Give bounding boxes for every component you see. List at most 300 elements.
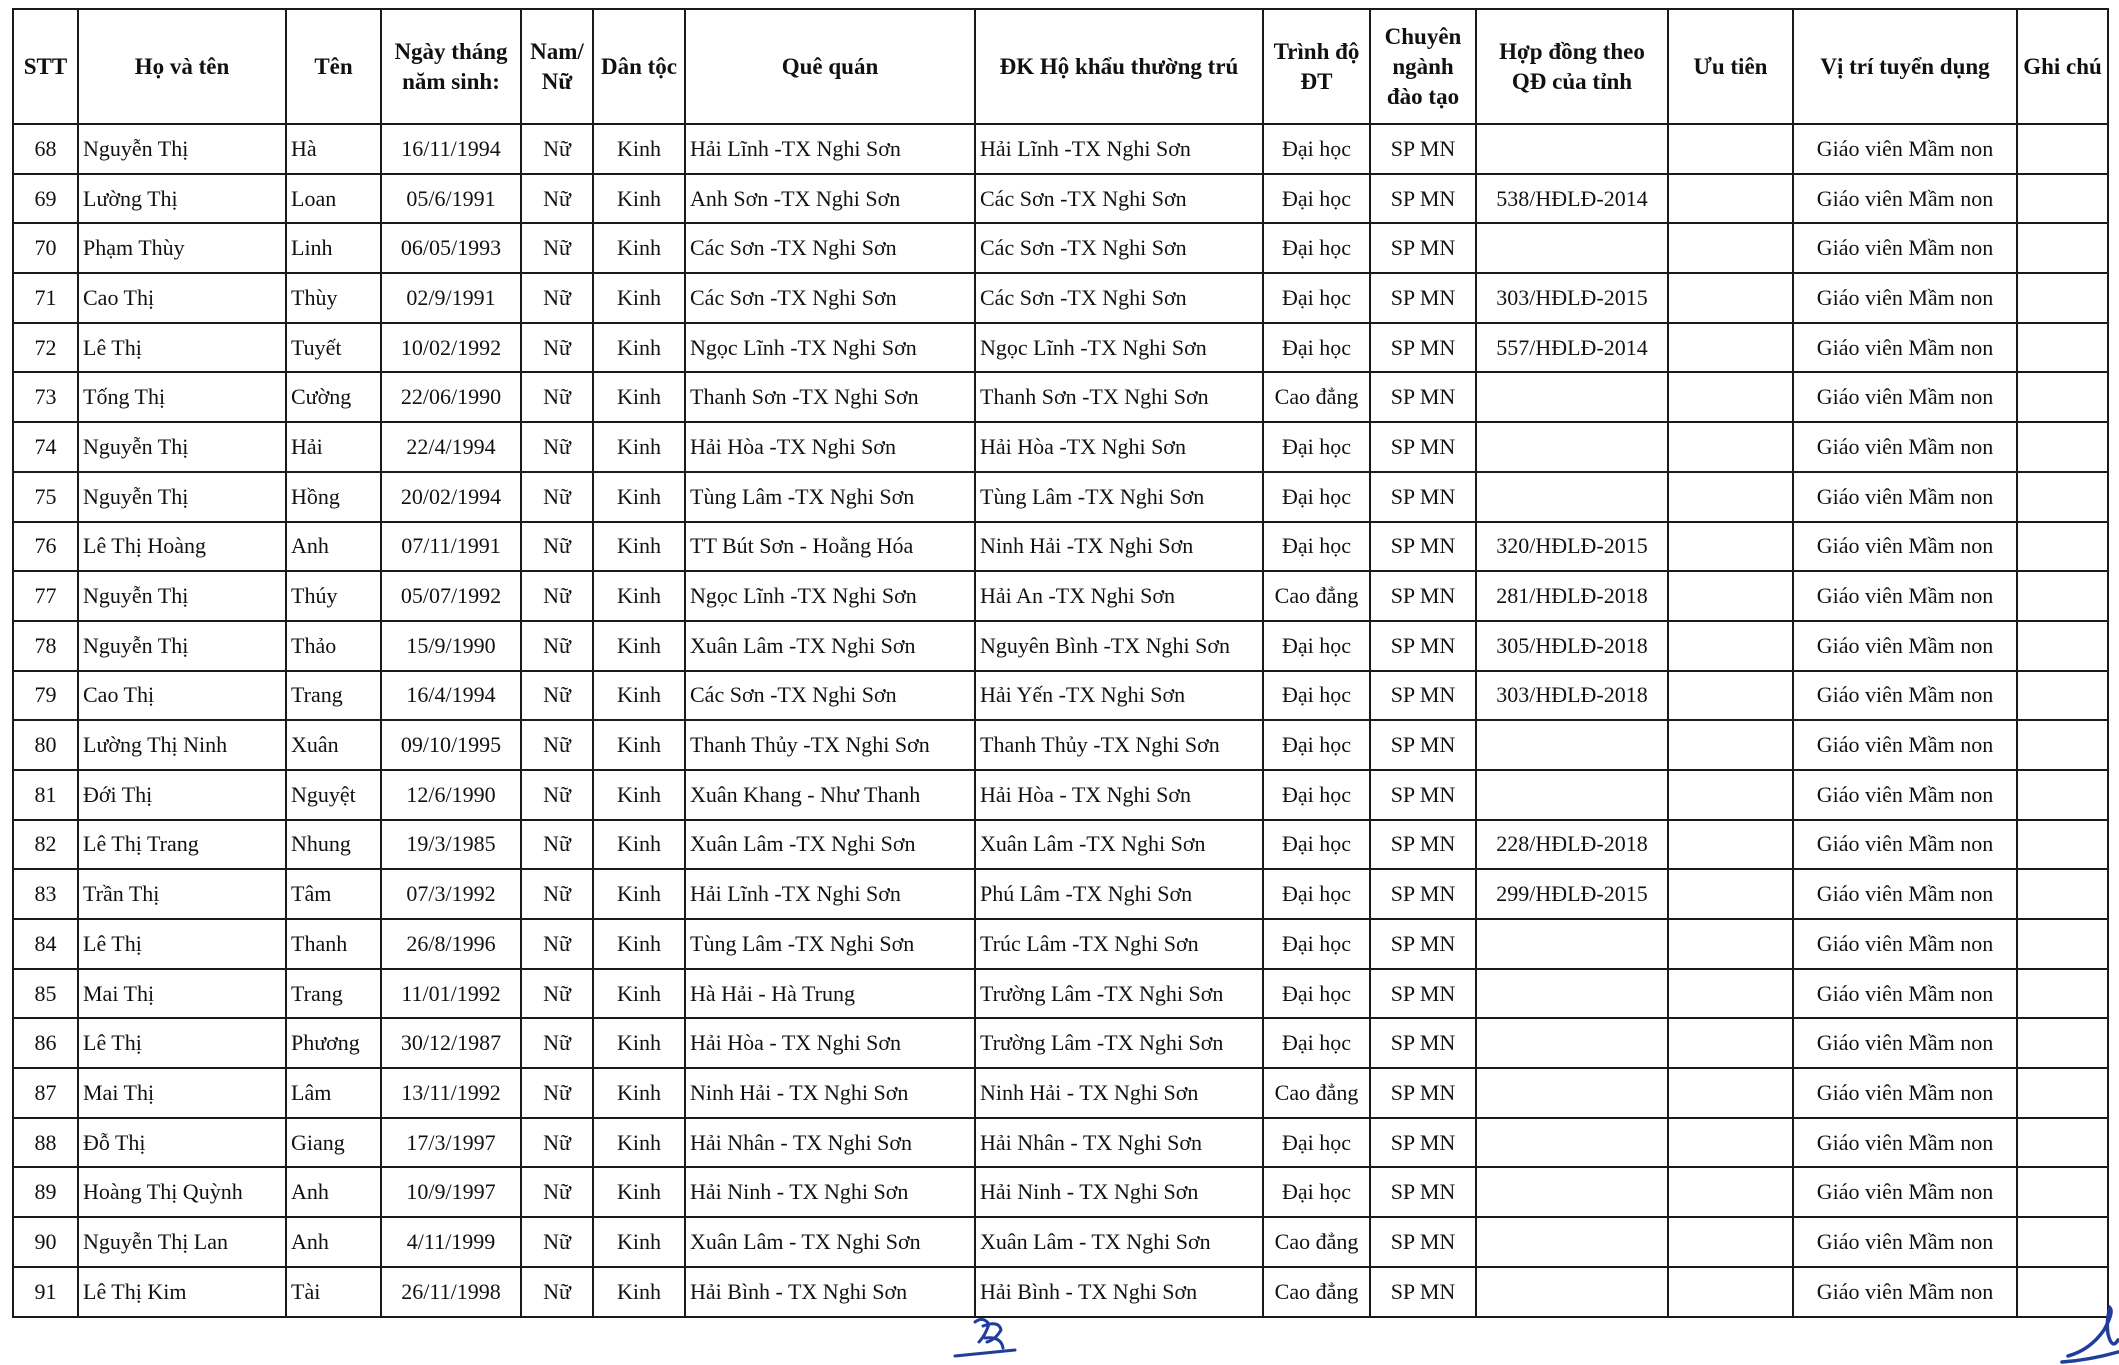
table-row: [13, 124, 2108, 174]
cell-note: [2017, 571, 2108, 621]
cell-stt: 89: [13, 1167, 78, 1217]
cell-residence: Thanh Thủy -TX Nghi Sơn: [975, 720, 1263, 770]
cell-gender: Nữ: [521, 522, 593, 572]
cell-note: [2017, 671, 2108, 721]
cell-contract: [1476, 124, 1668, 174]
cell-major: SP MN: [1370, 919, 1476, 969]
cell-position: Giáo viên Mầm non: [1793, 522, 2017, 572]
header-residence: ĐK Hộ khẩu thường trú: [975, 9, 1263, 124]
cell-priority: [1668, 372, 1793, 422]
cell-gender: Nữ: [521, 820, 593, 870]
cell-given-name: Tài: [286, 1267, 381, 1317]
cell-priority: [1668, 1068, 1793, 1118]
cell-birth-date: 22/06/1990: [381, 372, 521, 422]
cell-hometown: Hải Ninh - TX Nghi Sơn: [685, 1167, 975, 1217]
table-row: [13, 372, 2108, 422]
cell-birth-date: 09/10/1995: [381, 720, 521, 770]
cell-stt: 78: [13, 621, 78, 671]
cell-priority: [1668, 671, 1793, 721]
cell-education-level: Đại học: [1263, 969, 1370, 1019]
cell-ethnicity: Kinh: [593, 770, 685, 820]
cell-position: Giáo viên Mầm non: [1793, 472, 2017, 522]
cell-major: SP MN: [1370, 1167, 1476, 1217]
cell-contract: 320/HĐLĐ-2015: [1476, 522, 1668, 572]
cell-major: SP MN: [1370, 1118, 1476, 1168]
cell-major: SP MN: [1370, 820, 1476, 870]
cell-gender: Nữ: [521, 1018, 593, 1068]
cell-priority: [1668, 422, 1793, 472]
cell-birth-date: 07/11/1991: [381, 522, 521, 572]
cell-ethnicity: Kinh: [593, 174, 685, 224]
cell-position: Giáo viên Mầm non: [1793, 1018, 2017, 1068]
cell-residence: Xuân Lâm - TX Nghi Sơn: [975, 1217, 1263, 1267]
cell-contract: [1476, 720, 1668, 770]
cell-given-name: Cường: [286, 372, 381, 422]
cell-gender: Nữ: [521, 869, 593, 919]
cell-note: [2017, 472, 2108, 522]
cell-birth-date: 19/3/1985: [381, 820, 521, 870]
cell-position: Giáo viên Mầm non: [1793, 323, 2017, 373]
cell-major: SP MN: [1370, 671, 1476, 721]
cell-stt: 81: [13, 770, 78, 820]
cell-birth-date: 15/9/1990: [381, 621, 521, 671]
cell-position: Giáo viên Mầm non: [1793, 571, 2017, 621]
cell-full-name: Lê Thị Hoàng: [78, 522, 286, 572]
cell-gender: Nữ: [521, 969, 593, 1019]
cell-full-name: Lê Thị: [78, 1018, 286, 1068]
cell-ethnicity: Kinh: [593, 671, 685, 721]
cell-birth-date: 05/6/1991: [381, 174, 521, 224]
cell-hometown: Anh Sơn -TX Nghi Sơn: [685, 174, 975, 224]
cell-birth-date: 02/9/1991: [381, 273, 521, 323]
cell-education-level: Đại học: [1263, 720, 1370, 770]
cell-residence: Hải Hòa - TX Nghi Sơn: [975, 770, 1263, 820]
cell-hometown: Hải Hòa - TX Nghi Sơn: [685, 1018, 975, 1068]
cell-ethnicity: Kinh: [593, 273, 685, 323]
cell-birth-date: 26/11/1998: [381, 1267, 521, 1317]
cell-gender: Nữ: [521, 372, 593, 422]
cell-given-name: Thúy: [286, 571, 381, 621]
cell-hometown: TT Bút Sơn - Hoằng Hóa: [685, 522, 975, 572]
cell-given-name: Trang: [286, 671, 381, 721]
cell-gender: Nữ: [521, 720, 593, 770]
cell-ethnicity: Kinh: [593, 1267, 685, 1317]
cell-education-level: Đại học: [1263, 472, 1370, 522]
cell-contract: [1476, 223, 1668, 273]
cell-full-name: Cao Thị: [78, 273, 286, 323]
cell-hometown: Ngọc Lĩnh -TX Nghi Sơn: [685, 323, 975, 373]
table-row: [13, 223, 2108, 273]
cell-hometown: Tùng Lâm -TX Nghi Sơn: [685, 472, 975, 522]
cell-priority: [1668, 1118, 1793, 1168]
cell-contract: [1476, 919, 1668, 969]
table-row: [13, 174, 2108, 224]
cell-priority: [1668, 1167, 1793, 1217]
cell-stt: 83: [13, 869, 78, 919]
cell-priority: [1668, 174, 1793, 224]
table-row: [13, 969, 2108, 1019]
table-row: [13, 770, 2108, 820]
cell-gender: Nữ: [521, 1167, 593, 1217]
cell-full-name: Lê Thị Trang: [78, 820, 286, 870]
table-row: [13, 522, 2108, 572]
cell-residence: Trúc Lâm -TX Nghi Sơn: [975, 919, 1263, 969]
cell-major: SP MN: [1370, 1068, 1476, 1118]
cell-ethnicity: Kinh: [593, 1068, 685, 1118]
cell-education-level: Đại học: [1263, 223, 1370, 273]
cell-birth-date: 12/6/1990: [381, 770, 521, 820]
cell-priority: [1668, 273, 1793, 323]
header-row: [13, 9, 2108, 124]
cell-contract: 557/HĐLĐ-2014: [1476, 323, 1668, 373]
cell-hometown: Hải Hòa -TX Nghi Sơn: [685, 422, 975, 472]
cell-note: [2017, 1217, 2108, 1267]
cell-major: SP MN: [1370, 621, 1476, 671]
cell-gender: Nữ: [521, 571, 593, 621]
cell-major: SP MN: [1370, 372, 1476, 422]
cell-stt: 90: [13, 1217, 78, 1267]
cell-major: SP MN: [1370, 472, 1476, 522]
table-row: [13, 1018, 2108, 1068]
cell-note: [2017, 124, 2108, 174]
cell-given-name: Linh: [286, 223, 381, 273]
cell-priority: [1668, 223, 1793, 273]
cell-position: Giáo viên Mầm non: [1793, 124, 2017, 174]
cell-contract: 299/HĐLĐ-2015: [1476, 869, 1668, 919]
cell-position: Giáo viên Mầm non: [1793, 422, 2017, 472]
cell-note: [2017, 621, 2108, 671]
cell-education-level: Cao đẳng: [1263, 1267, 1370, 1317]
cell-residence: Xuân Lâm -TX Nghi Sơn: [975, 820, 1263, 870]
cell-ethnicity: Kinh: [593, 472, 685, 522]
cell-position: Giáo viên Mầm non: [1793, 1167, 2017, 1217]
cell-gender: Nữ: [521, 919, 593, 969]
header-note: Ghi chú: [2017, 9, 2108, 124]
cell-given-name: Anh: [286, 1167, 381, 1217]
cell-education-level: Đại học: [1263, 174, 1370, 224]
cell-birth-date: 05/07/1992: [381, 571, 521, 621]
cell-hometown: Thanh Sơn -TX Nghi Sơn: [685, 372, 975, 422]
cell-birth-date: 16/4/1994: [381, 671, 521, 721]
cell-position: Giáo viên Mầm non: [1793, 372, 2017, 422]
cell-position: Giáo viên Mầm non: [1793, 770, 2017, 820]
table-row: [13, 720, 2108, 770]
cell-ethnicity: Kinh: [593, 223, 685, 273]
cell-full-name: Phạm Thùy: [78, 223, 286, 273]
cell-given-name: Loan: [286, 174, 381, 224]
corner-signature-mark: [2060, 1290, 2119, 1365]
cell-full-name: Lê Thị: [78, 919, 286, 969]
cell-residence: Thanh Sơn -TX Nghi Sơn: [975, 372, 1263, 422]
cell-contract: 538/HĐLĐ-2014: [1476, 174, 1668, 224]
cell-stt: 82: [13, 820, 78, 870]
cell-ethnicity: Kinh: [593, 1118, 685, 1168]
cell-education-level: Đại học: [1263, 1018, 1370, 1068]
cell-gender: Nữ: [521, 1068, 593, 1118]
cell-priority: [1668, 919, 1793, 969]
cell-gender: Nữ: [521, 124, 593, 174]
cell-ethnicity: Kinh: [593, 969, 685, 1019]
cell-birth-date: 06/05/1993: [381, 223, 521, 273]
header-contract: Hợp đồng theo QĐ của tỉnh: [1476, 9, 1668, 124]
cell-major: SP MN: [1370, 273, 1476, 323]
cell-gender: Nữ: [521, 770, 593, 820]
cell-contract: [1476, 1068, 1668, 1118]
cell-position: Giáo viên Mầm non: [1793, 1217, 2017, 1267]
table-row: [13, 1118, 2108, 1168]
cell-residence: Hải Yến -TX Nghi Sơn: [975, 671, 1263, 721]
cell-priority: [1668, 472, 1793, 522]
cell-full-name: Nguyễn Thị: [78, 422, 286, 472]
cell-gender: Nữ: [521, 273, 593, 323]
cell-priority: [1668, 869, 1793, 919]
cell-residence: Hải Hòa -TX Nghi Sơn: [975, 422, 1263, 472]
cell-hometown: Ngọc Lĩnh -TX Nghi Sơn: [685, 571, 975, 621]
cell-given-name: Phương: [286, 1018, 381, 1068]
cell-hometown: Hải Nhân - TX Nghi Sơn: [685, 1118, 975, 1168]
header-education-level: Trình độ ĐT: [1263, 9, 1370, 124]
cell-ethnicity: Kinh: [593, 820, 685, 870]
cell-stt: 84: [13, 919, 78, 969]
cell-full-name: Đỗ Thị: [78, 1118, 286, 1168]
cell-education-level: Cao đẳng: [1263, 1217, 1370, 1267]
cell-residence: Trường Lâm -TX Nghi Sơn: [975, 1018, 1263, 1068]
cell-priority: [1668, 323, 1793, 373]
cell-education-level: Đại học: [1263, 522, 1370, 572]
cell-contract: [1476, 770, 1668, 820]
cell-residence: Các Sơn -TX Nghi Sơn: [975, 223, 1263, 273]
cell-major: SP MN: [1370, 969, 1476, 1019]
cell-education-level: Đại học: [1263, 124, 1370, 174]
cell-position: Giáo viên Mầm non: [1793, 919, 2017, 969]
cell-given-name: Anh: [286, 1217, 381, 1267]
cell-hometown: Hà Hải - Hà Trung: [685, 969, 975, 1019]
cell-residence: Phú Lâm -TX Nghi Sơn: [975, 869, 1263, 919]
cell-gender: Nữ: [521, 223, 593, 273]
cell-education-level: Đại học: [1263, 1167, 1370, 1217]
cell-contract: [1476, 472, 1668, 522]
cell-priority: [1668, 770, 1793, 820]
table-row: [13, 422, 2108, 472]
cell-note: [2017, 869, 2108, 919]
cell-education-level: Đại học: [1263, 273, 1370, 323]
cell-contract: [1476, 1018, 1668, 1068]
cell-full-name: Nguyễn Thị: [78, 571, 286, 621]
cell-ethnicity: Kinh: [593, 571, 685, 621]
cell-hometown: Tùng Lâm -TX Nghi Sơn: [685, 919, 975, 969]
cell-full-name: Trần Thị: [78, 869, 286, 919]
table-row: [13, 1167, 2108, 1217]
cell-education-level: Đại học: [1263, 919, 1370, 969]
cell-contract: 303/HĐLĐ-2015: [1476, 273, 1668, 323]
cell-contract: [1476, 969, 1668, 1019]
cell-major: SP MN: [1370, 124, 1476, 174]
cell-gender: Nữ: [521, 621, 593, 671]
cell-note: [2017, 720, 2108, 770]
cell-education-level: Cao đẳng: [1263, 1068, 1370, 1118]
cell-position: Giáo viên Mầm non: [1793, 1068, 2017, 1118]
cell-gender: Nữ: [521, 1217, 593, 1267]
cell-full-name: Nguyễn Thị: [78, 124, 286, 174]
cell-birth-date: 11/01/1992: [381, 969, 521, 1019]
cell-stt: 85: [13, 969, 78, 1019]
cell-ethnicity: Kinh: [593, 720, 685, 770]
cell-birth-date: 4/11/1999: [381, 1217, 521, 1267]
table-row: [13, 869, 2108, 919]
cell-stt: 69: [13, 174, 78, 224]
cell-full-name: Nguyễn Thị Lan: [78, 1217, 286, 1267]
cell-full-name: Nguyễn Thị: [78, 472, 286, 522]
cell-birth-date: 20/02/1994: [381, 472, 521, 522]
cell-stt: 72: [13, 323, 78, 373]
header-birth-date: Ngày tháng năm sinh:: [381, 9, 521, 124]
cell-education-level: Đại học: [1263, 323, 1370, 373]
cell-hometown: Các Sơn -TX Nghi Sơn: [685, 273, 975, 323]
cell-residence: Trường Lâm -TX Nghi Sơn: [975, 969, 1263, 1019]
cell-note: [2017, 323, 2108, 373]
cell-given-name: Anh: [286, 522, 381, 572]
table-row: [13, 323, 2108, 373]
cell-full-name: Mai Thị: [78, 1068, 286, 1118]
cell-position: Giáo viên Mầm non: [1793, 1267, 2017, 1317]
cell-birth-date: 16/11/1994: [381, 124, 521, 174]
cell-birth-date: 30/12/1987: [381, 1018, 521, 1068]
cell-major: SP MN: [1370, 223, 1476, 273]
header-gender: Nam/ Nữ: [521, 9, 593, 124]
cell-note: [2017, 770, 2108, 820]
table-body: [13, 124, 2108, 1317]
table-row: [13, 671, 2108, 721]
cell-given-name: Hồng: [286, 472, 381, 522]
cell-education-level: Đại học: [1263, 820, 1370, 870]
cell-given-name: Lâm: [286, 1068, 381, 1118]
cell-gender: Nữ: [521, 323, 593, 373]
cell-hometown: Hải Lĩnh -TX Nghi Sơn: [685, 124, 975, 174]
cell-note: [2017, 1167, 2108, 1217]
cell-ethnicity: Kinh: [593, 522, 685, 572]
candidate-table: [12, 8, 2109, 1318]
cell-contract: 305/HĐLĐ-2018: [1476, 621, 1668, 671]
cell-gender: Nữ: [521, 671, 593, 721]
cell-stt: 77: [13, 571, 78, 621]
cell-note: [2017, 223, 2108, 273]
cell-stt: 74: [13, 422, 78, 472]
cell-priority: [1668, 571, 1793, 621]
cell-priority: [1668, 969, 1793, 1019]
cell-contract: 303/HĐLĐ-2018: [1476, 671, 1668, 721]
cell-residence: Hải Lĩnh -TX Nghi Sơn: [975, 124, 1263, 174]
cell-full-name: Cao Thị: [78, 671, 286, 721]
cell-birth-date: 10/9/1997: [381, 1167, 521, 1217]
cell-position: Giáo viên Mầm non: [1793, 869, 2017, 919]
cell-gender: Nữ: [521, 174, 593, 224]
cell-education-level: Đại học: [1263, 671, 1370, 721]
table-row: [13, 1267, 2108, 1317]
header-hometown: Quê quán: [685, 9, 975, 124]
cell-major: SP MN: [1370, 323, 1476, 373]
cell-major: SP MN: [1370, 720, 1476, 770]
cell-stt: 70: [13, 223, 78, 273]
cell-major: SP MN: [1370, 770, 1476, 820]
cell-note: [2017, 522, 2108, 572]
cell-note: [2017, 820, 2108, 870]
header-ethnicity: Dân tộc: [593, 9, 685, 124]
cell-priority: [1668, 124, 1793, 174]
cell-ethnicity: Kinh: [593, 124, 685, 174]
cell-priority: [1668, 621, 1793, 671]
table-row: [13, 273, 2108, 323]
cell-note: [2017, 1068, 2108, 1118]
cell-given-name: Tâm: [286, 869, 381, 919]
cell-ethnicity: Kinh: [593, 422, 685, 472]
cell-priority: [1668, 1217, 1793, 1267]
cell-education-level: Đại học: [1263, 770, 1370, 820]
cell-stt: 75: [13, 472, 78, 522]
cell-full-name: Hoàng Thị Quỳnh: [78, 1167, 286, 1217]
cell-contract: [1476, 1217, 1668, 1267]
cell-major: SP MN: [1370, 1267, 1476, 1317]
table-row: [13, 472, 2108, 522]
cell-major: SP MN: [1370, 1018, 1476, 1068]
cell-residence: Tùng Lâm -TX Nghi Sơn: [975, 472, 1263, 522]
table-row: [13, 919, 2108, 969]
cell-full-name: Tống Thị: [78, 372, 286, 422]
cell-given-name: Nhung: [286, 820, 381, 870]
cell-hometown: Thanh Thủy -TX Nghi Sơn: [685, 720, 975, 770]
cell-hometown: Xuân Khang - Như Thanh: [685, 770, 975, 820]
cell-stt: 87: [13, 1068, 78, 1118]
cell-full-name: Lường Thị: [78, 174, 286, 224]
cell-note: [2017, 1118, 2108, 1168]
cell-full-name: Lê Thị: [78, 323, 286, 373]
cell-full-name: Lường Thị Ninh: [78, 720, 286, 770]
cell-note: [2017, 1018, 2108, 1068]
table-row: [13, 1217, 2108, 1267]
cell-education-level: Cao đẳng: [1263, 372, 1370, 422]
cell-residence: Ninh Hải -TX Nghi Sơn: [975, 522, 1263, 572]
cell-ethnicity: Kinh: [593, 1018, 685, 1068]
cell-priority: [1668, 522, 1793, 572]
cell-major: SP MN: [1370, 422, 1476, 472]
cell-note: [2017, 422, 2108, 472]
cell-contract: [1476, 372, 1668, 422]
cell-given-name: Nguyệt: [286, 770, 381, 820]
cell-education-level: Đại học: [1263, 1118, 1370, 1168]
cell-note: [2017, 273, 2108, 323]
cell-ethnicity: Kinh: [593, 372, 685, 422]
cell-education-level: Đại học: [1263, 869, 1370, 919]
cell-given-name: Thảo: [286, 621, 381, 671]
cell-residence: Hải Nhân - TX Nghi Sơn: [975, 1118, 1263, 1168]
cell-major: SP MN: [1370, 571, 1476, 621]
header-stt: STT: [13, 9, 78, 124]
header-given-name: Tên: [286, 9, 381, 124]
cell-position: Giáo viên Mầm non: [1793, 621, 2017, 671]
cell-position: Giáo viên Mầm non: [1793, 820, 2017, 870]
cell-residence: Nguyên Bình -TX Nghi Sơn: [975, 621, 1263, 671]
cell-given-name: Tuyết: [286, 323, 381, 373]
cell-hometown: Xuân Lâm -TX Nghi Sơn: [685, 621, 975, 671]
cell-priority: [1668, 820, 1793, 870]
cell-position: Giáo viên Mầm non: [1793, 273, 2017, 323]
cell-stt: 80: [13, 720, 78, 770]
cell-given-name: Xuân: [286, 720, 381, 770]
cell-stt: 68: [13, 124, 78, 174]
cell-full-name: Nguyễn Thị: [78, 621, 286, 671]
cell-residence: Ninh Hải - TX Nghi Sơn: [975, 1068, 1263, 1118]
cell-residence: Hải Bình - TX Nghi Sơn: [975, 1267, 1263, 1317]
cell-residence: Ngọc Lĩnh -TX Nghi Sơn: [975, 323, 1263, 373]
